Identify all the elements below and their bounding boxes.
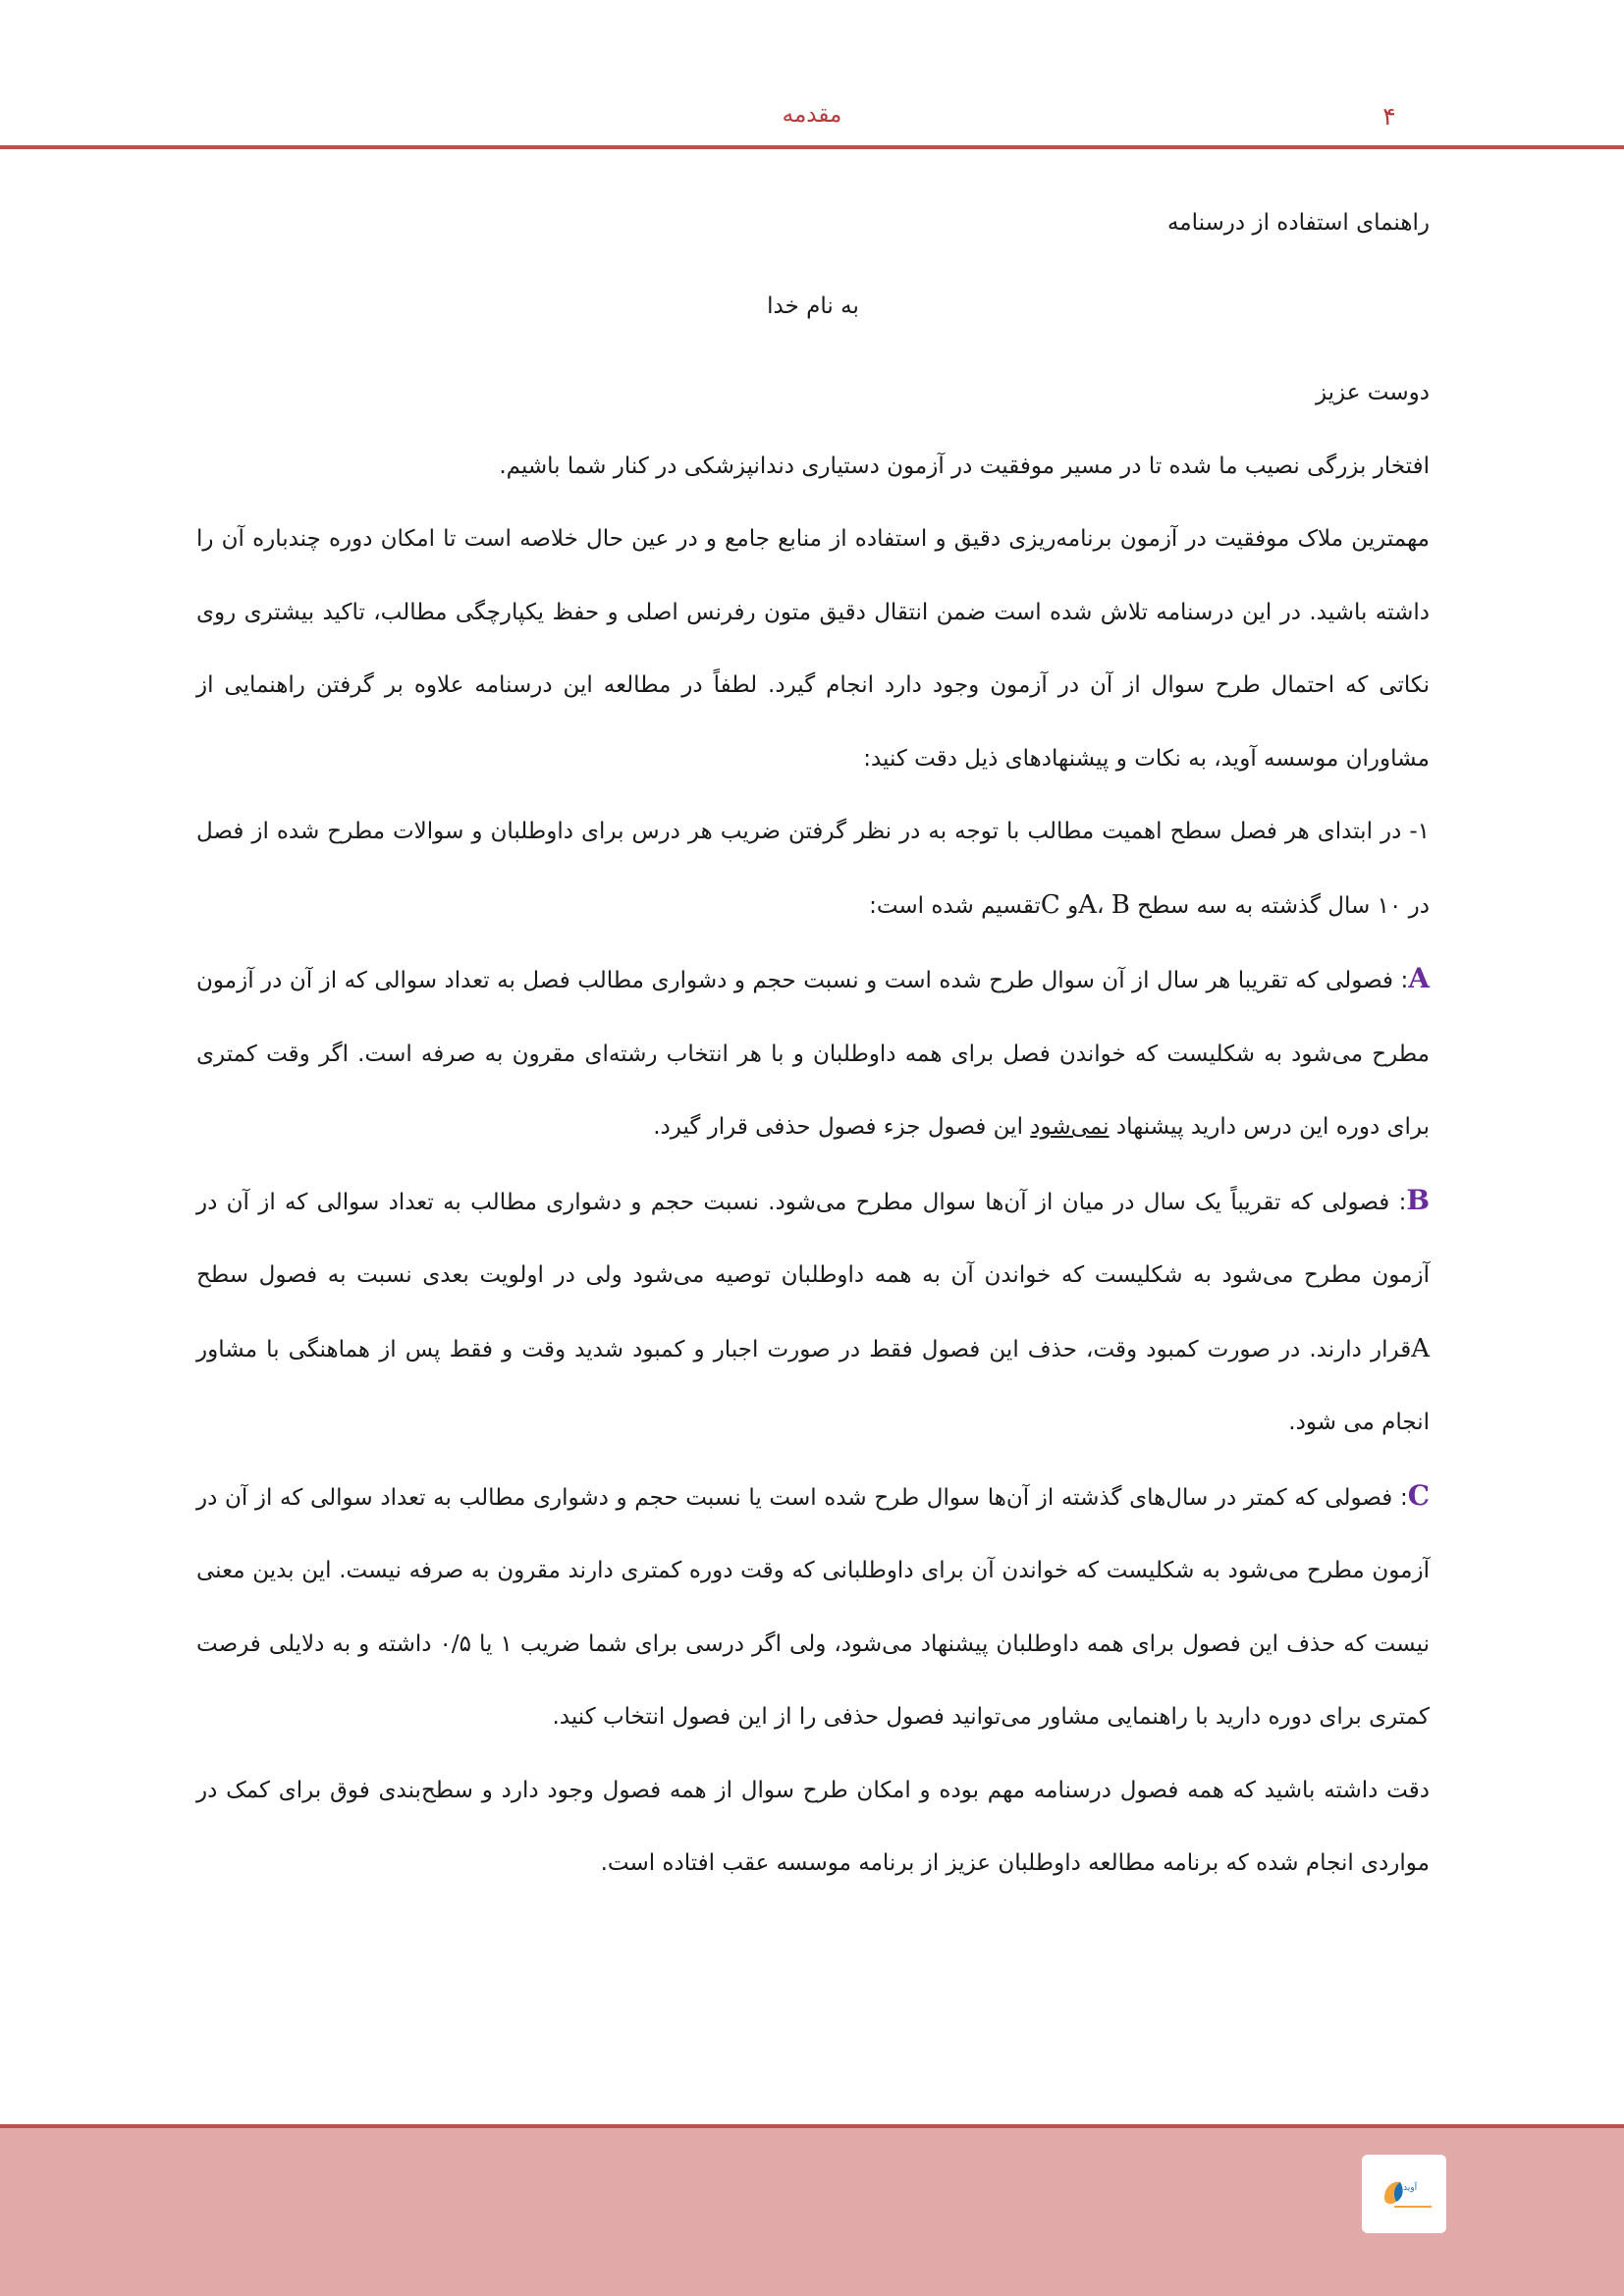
intro-paragraph: افتخار بزرگی نصیب ما شده تا در مسیر موفقیت در آزمون دستیاری دندانپزشکی در کنار شما باشیم.	[499, 453, 1430, 479]
basmala: به نام خدا	[767, 293, 859, 319]
avid-logo-icon	[1362, 2155, 1446, 2233]
level-a-paragraph	[196, 942, 1430, 1164]
page-number: ۴	[1382, 102, 1396, 131]
item-1-level-b: B	[1110, 889, 1130, 920]
item-1-paragraph	[196, 795, 1430, 942]
logo-text: آوید	[1403, 2183, 1418, 2193]
main-paragraph: مهمترین ملاک موفقیت در آزمون برنامه‌ریزی دقیق و استفاده از منابع جامع و در عین حال خلاصه است تا امکان دوره چندباره آن را داشته باشید. در این درسنامه تلاش شده است ضمن انتقال دقیق متون رفرنس اصلی و حفظ یکپارچگی مطالب، تاکید بیشتری روی نکاتی که احتمال طرح سوال از آن در آزمون وجود دارد انجام گیرد. لطفاً در مطالعه این درسنامه علاوه بر گرفتن راهنمایی از مشاوران موسسه آوید، به نکات و پیشنهادهای ذیل دقت کنید:	[196, 526, 1430, 772]
item-1-text: ۱- در ابتدای هر فصل سطح اهمیت مطالب با توجه به در نظر گرفتن ضریب هر درس برای داوطلبان و سوالات مطرح شده از فصل در ۱۰ سال گذشته به سه سطح	[196, 819, 1430, 919]
level-b-ref-a: A	[1411, 1333, 1430, 1363]
item-1-and: و	[1059, 892, 1079, 919]
chapter-title: مقدمه	[782, 102, 842, 128]
greeting: دوست عزیز	[1315, 380, 1430, 405]
level-c-text: : فصولی که کمتر در سال‌های گذشته از آن‌ها سوال طرح شده است یا نسبت حجم و دشواری مطالب به تعداد سوالی که از آن در آزمون مطرح می‌شود به شکلیست که خواندن آن برای داوطلبانی که وقت دوره کمتری دارند مقرون به صرفه نیست. این بدین معنی نیست که حذف این فصول برای همه داوطلبان پیشنهاد می‌شود، ولی اگر درسی برای شما ضریب ۱ یا ۰/۵ داشته و به دلایلی فرصت کمتری برای دوره دارید با راهنمایی مشاور می‌توانید فصول حذفی را از این فصول انتخاب کنید.	[196, 1484, 1430, 1730]
page-header	[0, 0, 1624, 149]
logo-mark-icon	[1375, 2168, 1434, 2219]
level-c-paragraph	[196, 1460, 1430, 1754]
level-b-text: : فصولی که تقریباً یک سال در میان از آن‌ها سوال مطرح می‌شود. نسبت حجم و دشواری مطالب به تعداد سوالی که از آن در آزمون مطرح می‌شود به شکلیست که خواندن آن به همه داوطلبان توصیه می‌شود ولی در اولویت بعدی نسبت به فصول سطح	[196, 1189, 1430, 1288]
level-a-label: A	[1408, 962, 1430, 994]
level-c-label: C	[1407, 1478, 1430, 1512]
level-b-label: B	[1406, 1183, 1430, 1216]
item-1-level-a: A	[1078, 889, 1098, 920]
level-b-paragraph	[196, 1164, 1430, 1460]
level-a-text: : فصولی که تقریبا هر سال از آن سوال طرح شده است و نسبت حجم و دشواری مطالب فصل به تعداد سوالی که از آن در آزمون مطرح می‌شود به شکلیست که خواندن فصل برای همه داوطلبان و با هر انتخاب رشته‌ای مقرون به صرفه است. اگر وقت کمتری برای دوره این درس دارید پیشنهاد	[196, 968, 1430, 1140]
level-a-underlined-word: نمی‌شود	[1030, 1114, 1110, 1140]
section-title: راهنمای استفاده از درسنامه	[1166, 210, 1430, 236]
header-rule	[0, 145, 1624, 149]
level-a-text-end: این فصول جزء فصول حذفی قرار گیرد.	[653, 1114, 1031, 1140]
closing-paragraph: دقت داشته باشید که همه فصول درسنامه مهم بوده و امکان طرح سوال از همه فصول وجود دارد و سطح‌بندی فوق برای کمک در مواردی انجام شده که برنامه مطالعه داوطلبان عزیز از برنامه موسسه عقب افتاده است.	[196, 1777, 1430, 1876]
item-1-ending: تقسیم شده است:	[869, 892, 1041, 919]
level-b-text-end: قرار دارند. در صورت کمبود وقت، حذف این فصول فقط در صورت اجبار و کمبود شدید وقت و فقط پس از هماهنگی با مشاور انجام می شود.	[196, 1336, 1430, 1435]
page-body	[196, 187, 1430, 1900]
item-1-separator: ،	[1097, 892, 1111, 919]
footer-rule	[0, 2124, 1624, 2128]
item-1-level-c: C	[1040, 889, 1060, 920]
